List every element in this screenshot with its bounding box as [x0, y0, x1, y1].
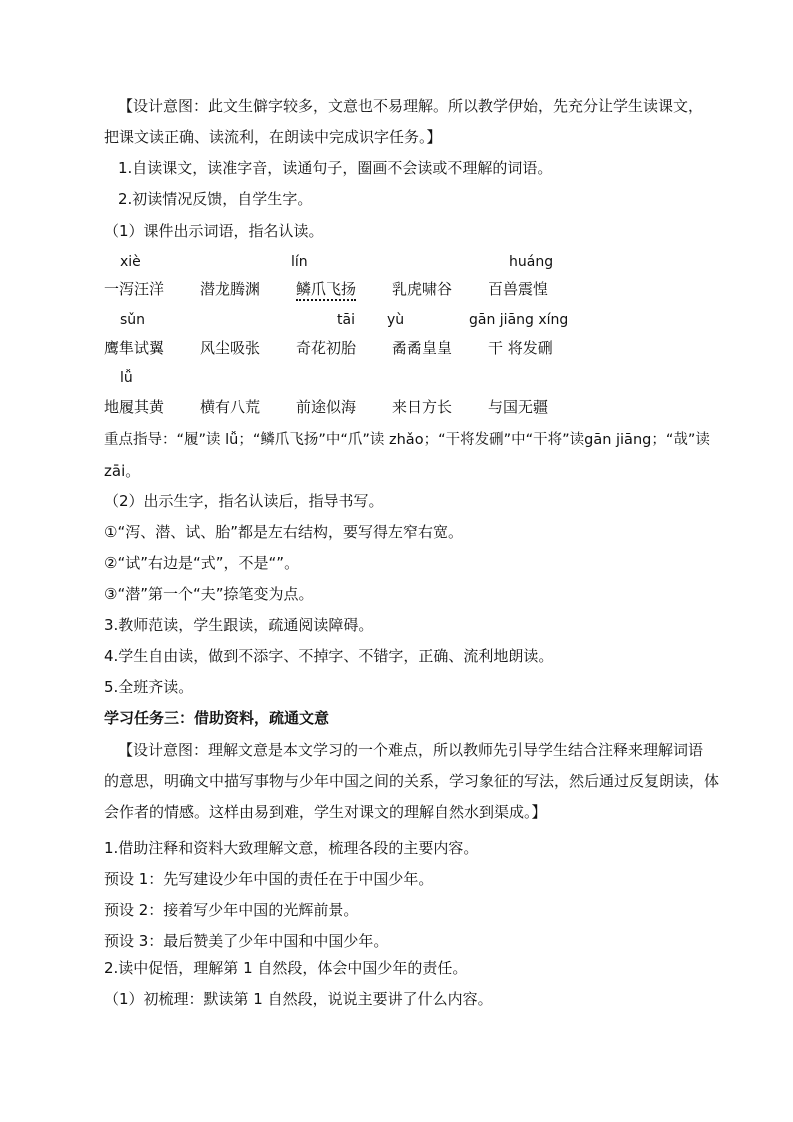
word-item: 前途似海 [296, 398, 357, 416]
word-item: 百兽震惶 [488, 280, 549, 298]
pinyin-sun: sǔn [120, 312, 146, 328]
pinyin-yu: yù [387, 312, 405, 328]
word-item: 奇花初胎 [296, 339, 357, 357]
word-item: 干 将发硎 [488, 339, 553, 357]
char-note-3: ③“潜”第一个“夫”捺笔变为点。 [104, 585, 314, 603]
design-intent-2-line-2: 的意思，明确文中描写事物与少年中国之间的关系，学习象征的写法，然后通过反复朗读，体 [104, 772, 720, 790]
char-note-2: ②“试”右边是“式”，不是“”。 [104, 554, 300, 572]
pinyin-lv: lǚ [120, 370, 133, 386]
word-item: 来日方长 [392, 398, 453, 416]
pinyin-huang: huáng [509, 254, 554, 270]
key-guidance-line-2: zāi。 [104, 462, 141, 480]
preset-2: 预设 2：接着写少年中国的光辉前景。 [104, 901, 359, 919]
word-item: 矞矞皇皇 [392, 339, 453, 357]
step-5: 5.全班齐读。 [104, 678, 194, 696]
step-2-sub-1: （1）课件出示词语，指名认读。 [104, 222, 324, 240]
step-2: 2.初读情况反馈，自学生字。 [118, 190, 313, 208]
pinyin-xie: xiè [120, 254, 141, 270]
pinyin-lin: lín [291, 254, 308, 270]
word-item: 横有八荒 [200, 398, 261, 416]
task-3-item-2-sub-1: （1）初梳理：默读第 1 自然段，说说主要讲了什么内容。 [104, 990, 493, 1008]
task-3-item-1: 1.借助注释和资料大致理解文意，梳理各段的主要内容。 [104, 839, 479, 857]
pinyin-tai: tāi [337, 312, 355, 328]
preset-3: 预设 3：最后赞美了少年中国和中国少年。 [104, 932, 389, 950]
word-item: 鳞爪飞扬 [296, 279, 356, 301]
step-4: 4.学生自由读，做到不添字、不掉字、不错字，正确、流利地朗读。 [104, 647, 554, 665]
word-item: 风尘吸张 [200, 339, 261, 357]
design-intent-2-line-1: 【设计意图：理解文意是本文学习的一个难点，所以教师先引导学生结合注释来理解词语 [118, 741, 704, 759]
key-guidance-line-1: 重点指导：“履”读 lǚ；“鳞爪飞扬”中“爪”读 zhǎo；“干将发硎”中“干将”读gān jiāng；“哉”读 [104, 432, 710, 448]
step-3: 3.教师范读，学生跟读，疏通阅读障碍。 [104, 616, 374, 634]
word-item: 与国无疆 [488, 398, 549, 416]
char-note-1: ①“泻、潜、试、胎”都是左右结构，要写得左窄右宽。 [104, 523, 463, 541]
word-item: 潜龙腾渊 [200, 280, 261, 298]
design-intent-line-2: 把课文读正确、读流利，在朗读中完成识字任务。】 [104, 128, 442, 146]
word-item: 鹰隼试翼 [104, 339, 165, 357]
task-3-item-2: 2.读中促悟，理解第 1 自然段，体会中国少年的责任。 [104, 959, 468, 977]
step-1: 1.自读课文，读准字音，读通句子，圈画不会读或不理解的词语。 [118, 159, 553, 177]
pinyin-ganjiangxing: gān jiāng xíng [469, 312, 569, 328]
design-intent-line-1: 【设计意图：此文生僻字较多，文意也不易理解。所以教学伊始，先充分让学生读课文， [118, 97, 704, 115]
word-item: 地履其黄 [104, 398, 165, 416]
word-item: 一泻汪洋 [104, 280, 165, 298]
design-intent-2-line-3: 会作者的情感。这样由易到难，学生对课文的理解自然水到渠成。】 [104, 803, 547, 821]
step-2-sub-2: （2）出示生字，指名认读后，指导书写。 [104, 492, 384, 510]
word-item: 乳虎啸谷 [392, 280, 453, 298]
task-3-heading: 学习任务三：借助资料，疏通文意 [104, 709, 330, 727]
preset-1: 预设 1：先写建设少年中国的责任在于中国少年。 [104, 870, 434, 888]
